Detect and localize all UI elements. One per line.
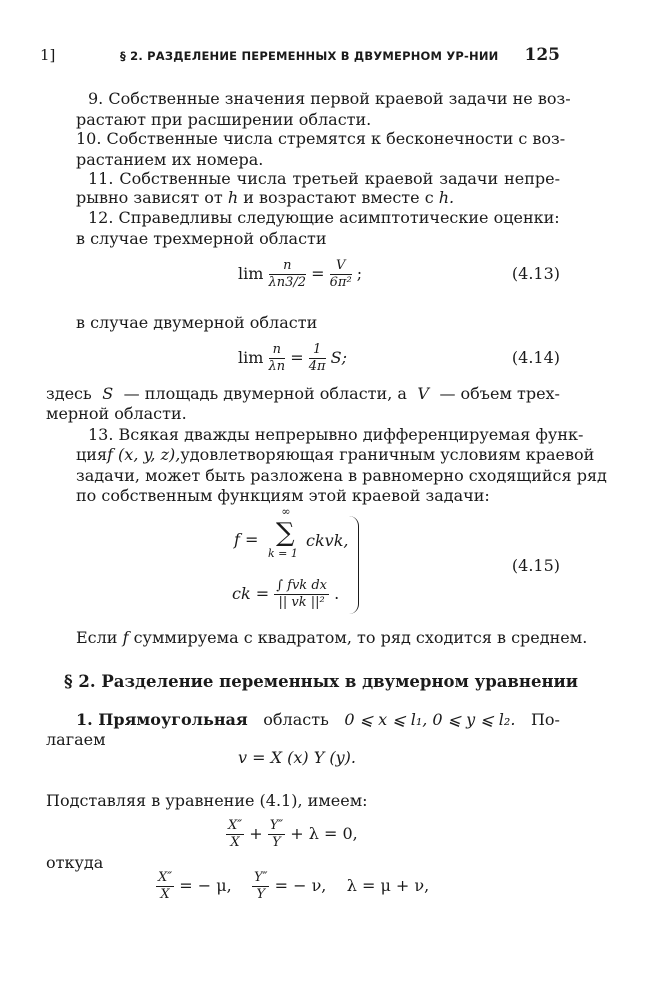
eq415-c-fraction: [274, 578, 329, 611]
eq414-numerator: n: [269, 342, 286, 359]
eqsplit-fraction-y: [252, 870, 269, 903]
note-line-1: [46, 384, 560, 404]
eq413-lim: lim: [238, 264, 264, 283]
eq414-rhs-numerator: 1: [309, 342, 326, 359]
eqsplit-tail: λ = μ + ν,: [346, 876, 430, 895]
eq414-lhs-fraction: [269, 342, 286, 375]
item-12-line-2: в случае трехмерной области: [76, 229, 327, 248]
item-11-line-2: [76, 188, 454, 208]
page-number: 125: [524, 45, 560, 65]
equation-separation: v = X (x) Y (y).: [238, 748, 356, 767]
note-line-2: мерной области.: [46, 404, 187, 423]
note-v: V: [417, 384, 429, 403]
item-13-line-2: [76, 445, 595, 465]
section-p3: откуда: [46, 853, 104, 872]
eqsplit-mid-2: = − ν,: [274, 876, 327, 895]
note-s: S: [102, 384, 114, 403]
eqsum-y-num: Y″: [269, 818, 284, 833]
eqsplit-y-den: Y: [256, 887, 266, 902]
eq414-rhs-fraction: [309, 342, 326, 375]
eq414-label: (4.14): [511, 348, 560, 367]
item-13-line-1: 13. Всякая дважды непрерывно дифференцируемая функ-: [88, 425, 584, 444]
eqsum-fraction-y: [268, 818, 285, 851]
eq415-f-lhs: [234, 526, 258, 554]
eq413-rhs-fraction: [330, 258, 352, 291]
eq415-sigma: ∑: [276, 518, 295, 548]
header-running-title: § 2. РАЗДЕЛЕНИЕ ПЕРЕМЕННЫХ В ДВУМЕРНОМ УР-НИИ: [120, 49, 499, 63]
eq415-f-equals: f =: [234, 530, 259, 549]
eq415-label: (4.15): [511, 556, 560, 575]
eq413-rhs-numerator: V: [330, 258, 352, 275]
item-11-h-1: h: [227, 188, 239, 207]
eq415-c-denominator: || vk ||²: [278, 595, 325, 610]
eq415-sum-top: ∞: [281, 505, 291, 518]
eq414-tail: S;: [330, 348, 347, 367]
eq415-c-lhs: ck =: [232, 584, 270, 603]
item-13-line-3: задачи, может быть разложена в равномерно сходящийся ряд: [76, 466, 607, 485]
eq414-denominator: λn: [268, 359, 286, 374]
p1-text-b: По-: [530, 710, 560, 729]
item-13-line-4: по собственным функциям этой краевой задачи:: [76, 486, 490, 505]
eq415-c-numerator: ∫ fvk dx: [276, 578, 327, 593]
eqsum-y-den: Y: [272, 835, 281, 850]
item-9-line-1: 9. Собственные значения первой краевой задачи не воз-: [88, 89, 571, 108]
p1-text-a: область: [263, 710, 329, 729]
section-heading: § 2. Разделение переменных в двумерном уравнении: [64, 672, 579, 691]
running-header: [40, 46, 560, 68]
eqsum-x-num: X″: [228, 818, 243, 833]
eqsplit-x-num: X″: [158, 870, 173, 885]
section-p1-line-1: [76, 710, 560, 730]
eq414-lim: lim: [238, 348, 264, 367]
item-13-closing: [76, 628, 587, 648]
header-left-mark: 1]: [40, 46, 56, 64]
item-11-text-a: рывно зависят от: [76, 188, 223, 207]
eq413-numerator: n: [269, 258, 307, 275]
equation-4-13: lim $\frac{n}{\lambda n3/2}$ = $\frac{V}{\text{6π²}}$ ;: [238, 258, 363, 290]
eqsplit-x-den: X: [160, 887, 170, 902]
p1-domain-math: 0 ⩽ x ⩽ l₁, 0 ⩽ y ⩽ l₂.: [344, 710, 516, 729]
eq413-label: (4.13): [511, 264, 560, 283]
note-text-b: — площадь двумерной области, а: [123, 384, 407, 403]
item-12-line-1: 12. Справедливы следующие асимптотические оценки:: [88, 208, 560, 227]
closing-text-a: Если: [76, 628, 118, 647]
item-13-text-a: ция: [76, 445, 108, 464]
p1-bold-lead: 1. Прямоугольная: [76, 710, 248, 729]
eq413-rhs-denominator: 6π²: [329, 275, 352, 290]
eqsum-plus: +: [249, 824, 263, 843]
eqsplit-mid-1: = − μ,: [179, 876, 232, 895]
section-p1-line-2: лагаем: [46, 730, 106, 749]
item-13-f-args: f (x, y, z),: [107, 445, 181, 464]
section-p2: Подставляя в уравнение (4.1), имеем:: [46, 791, 368, 810]
eqsum-x-den: X: [230, 835, 240, 850]
eq414-rhs-denominator: 4π: [308, 359, 326, 374]
item-11-h-2: h.: [438, 188, 455, 207]
eq415-c-row: [232, 574, 339, 616]
eq415-term: ckvk,: [306, 531, 349, 550]
item-10-line-2: растанием их номера.: [76, 150, 264, 169]
closing-f: f: [122, 628, 129, 647]
item-9-line-2: растают при расширении области.: [76, 110, 372, 129]
eqsum-fraction-x: [226, 818, 244, 851]
eq413-tail: ;: [356, 264, 363, 283]
equation-sum-zero: [226, 814, 358, 856]
item-11-line-1: 11. Собственные числа третьей краевой задачи непре-: [88, 169, 560, 188]
eqsum-tail: + λ = 0,: [290, 824, 358, 843]
eq415-brace: [344, 516, 359, 614]
eq415-sum-bottom: k = 1: [268, 547, 298, 560]
closing-text-b: суммируема с квадратом, то ряд сходится в среднем.: [133, 628, 588, 647]
eq413-lhs-fraction: [269, 258, 307, 291]
item-12-line-3: в случае двумерной области: [76, 313, 318, 332]
equation-split: [156, 866, 429, 908]
eq413-denominator: λn3/2: [268, 275, 307, 290]
eq415-c-tail: .: [334, 584, 340, 603]
note-text-c: — объем трех-: [439, 384, 560, 403]
item-13-text-b: удовлетворяющая граничным условиям краевой: [180, 445, 595, 464]
note-text-a: здесь: [46, 384, 92, 403]
eqsplit-y-num: Y″: [254, 870, 268, 885]
eqsplit-fraction-x: [156, 870, 174, 903]
item-11-text-b: и возрастают вместе с: [243, 188, 434, 207]
equation-4-14: lim $\frac{n}{\lambda n}$ = $\frac{1}{4\pi}$ S;: [238, 342, 347, 374]
item-10-line-1: 10. Собственные числа стремятся к бесконечности с воз-: [76, 129, 566, 148]
